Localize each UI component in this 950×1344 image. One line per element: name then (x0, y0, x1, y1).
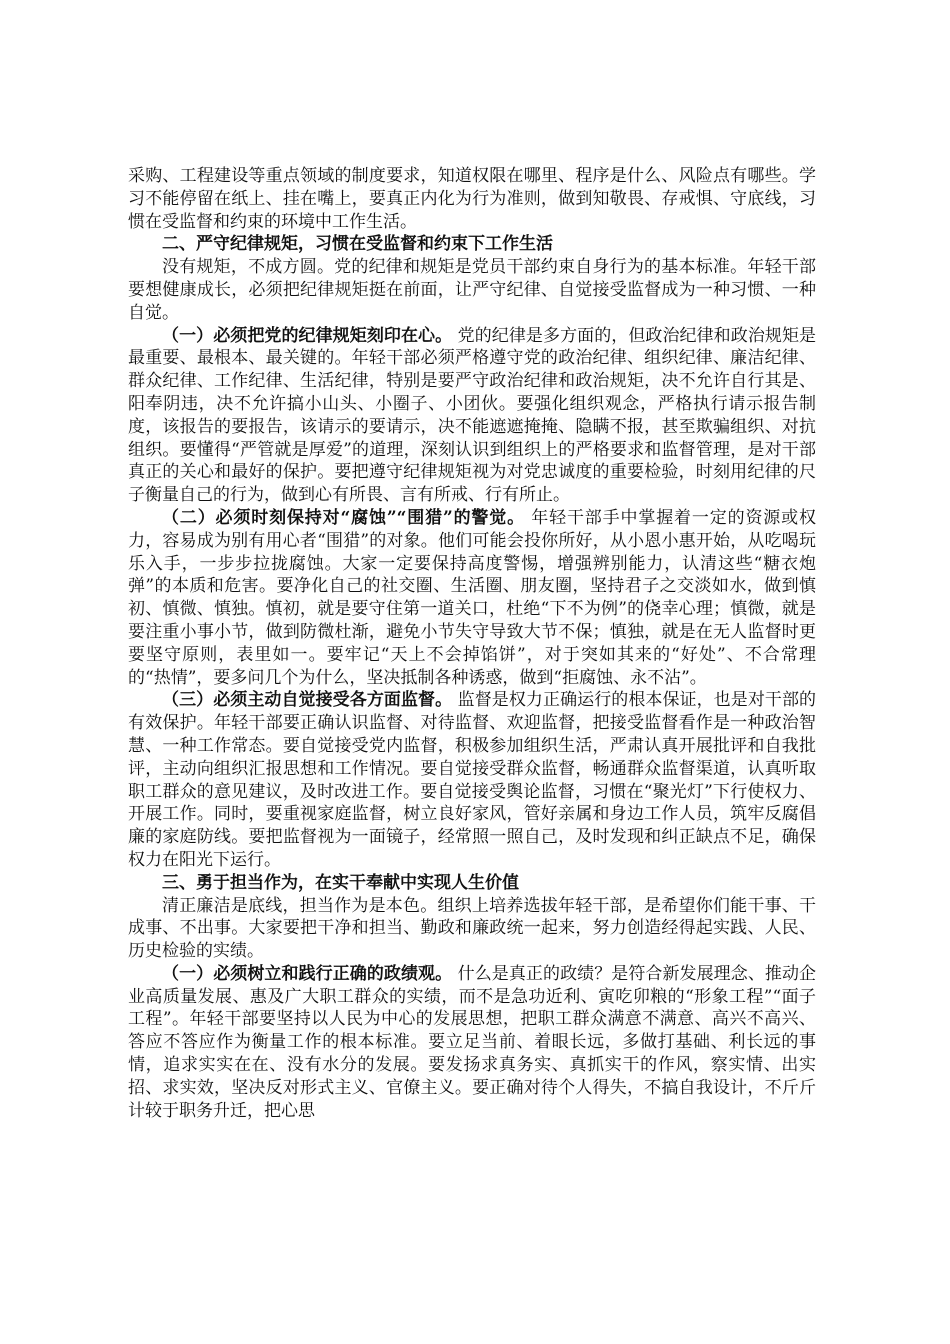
subsection-title: （一）必须树立和践行正确的政绩观。 (162, 963, 453, 984)
subsection-text: 监督是权力正确运行的根本保证，也是对干部的有效保护。年轻干部要正确认识监督、对待监督、欢迎监督，把接受监督看作是一种政治智慧、一种工作常态。要自觉接受党内监督，积极参加组织生活，严肃认真开展批评和自我批评，主动向组织汇报思想和工作情况。要自觉接受群众监督，畅通群众监督渠道，认真听取职工群众的意见建议，及时改进工作。要自觉接受舆论监督，习惯在“聚光灯”下行使权力、开展工作。同时，要重视家庭监督，树立良好家风，管好亲属和身边工作人员，筑牢反腐倡廉的家庭防线。要把监督视为一面镜子，经常照一照自己，及时发现和纠正缺点不足，确保权力在阳光下运行。 (128, 690, 817, 870)
subsection-title: （二）必须时刻保持对“腐蚀”“围猎”的警觉。 (162, 507, 525, 528)
body-paragraph: 没有规矩，不成方圆。党的纪律和规矩是党员干部约束自身行为的基本标准。年轻干部要想健康成长，必须把纪律规矩挺在前面，让严守纪律、自觉接受监督成为一种习惯、一种自觉。 (128, 257, 816, 323)
subsection-text: 什么是真正的政绩？是符合新发展理念、推动企业高质量发展、惠及广大职工群众的实绩，而不是急功近利、寅吃卯粮的“形象工程”“面子工程”。年轻干部要坚持以人民为中心的发展思想，把职工群众满意不满意、高兴不高兴、答应不答应作为衡量工作的根本标准。要立足当前、着眼长远，多做打基础、利长远的事情，追求实实在在、没有水分的发展。要发扬求真务实、真抓实干的作风，察实情、出实招、求实效，坚决反对形式主义、官僚主义。要正确对待个人得失，不搞自我设计，不斤斤计较于职务升迁，把心思 (128, 963, 817, 1121)
section-heading-2: 二、严守纪律规矩，习惯在受监督和约束下工作生活 (162, 234, 553, 255)
body-paragraph: 采购、工程建设等重点领域的制度要求，知道权限在哪里、程序是什么、风险点有哪些。学习不能停留在纸上、挂在嘴上，要真正内化为行为准则，做到知敬畏、存戒惧、守底线，习惯在受监督和约束的环境中工作生活。 (128, 166, 816, 232)
subsection-paragraph (128, 689, 816, 871)
subsection-paragraph (128, 325, 816, 507)
subsection-paragraph (128, 963, 816, 1123)
subsection-text: 党的纪律是多方面的，但政治纪律和政治规矩是最重要、最根本、最关键的。年轻干部必须严格遵守党的政治纪律、组织纪律、廉洁纪律、群众纪律、工作纪律、生活纪律，特别是要严守政治纪律和政治规矩，决不允许自行其是、阳奉阴违，决不允许搞小山头、小圈子、小团伙。要强化组织观念，严格执行请示报告制度，该报告的要报告，该请示的要请示，决不能遮遮掩掩、隐瞒不报，甚至欺骗组织、对抗组织。要懂得“严管就是厚爱”的道理，深刻认识到组织上的严格要求和监督管理，是对干部真正的关心和最好的保护。要把遵守纪律规矩视为对党忠诚度的重要检验，时刻用纪律的尺子衡量自己的行为，做到心有所畏、言有所戒、行有所止。 (128, 325, 817, 506)
subsection-title: （一）必须把党的纪律规矩刻印在心。 (162, 325, 453, 346)
subsection-paragraph (128, 507, 816, 689)
subsection-text: 年轻干部手中掌握着一定的资源或权力，容易成为别有用心者“围猎”的对象。他们可能会投你所好，从小恩小惠开始，从吃喝玩乐入手，一步步拉拢腐蚀。大家一定要保持高度警惕，增强辨别能力，认清这些“糖衣炮弹”的本质和危害。要净化自己的社交圈、生活圈、朋友圈，坚持君子之交淡如水，做到慎初、慎微、慎独。慎初，就是要守住第一道关口，杜绝“下不为例”的侥幸心理；慎微，就是要注重小事小节，做到防微杜渐，避免小节失守导致大节不保；慎独，就是在无人监督时更要坚守原则，表里如一。要牢记“天上不会掉馅饼”，对于突如其来的“好处”、不合常理的“热情”，要多问几个为什么，坚决抵制各种诱惑，做到“拒腐蚀、永不沾”。 (128, 507, 817, 688)
body-paragraph: 清正廉洁是底线，担当作为是本色。组织上培养选拔年轻干部，是希望你们能干事、干成事、不出事。大家要把干净和担当、勤政和廉政统一起来，努力创造经得起实践、人民、历史检验的实绩。 (128, 895, 816, 962)
document-body (128, 165, 816, 1122)
subsection-title: （三）必须主动自觉接受各方面监督。 (162, 690, 453, 711)
section-heading-3: 三、勇于担当作为，在实干奉献中实现人生价值 (162, 872, 519, 893)
